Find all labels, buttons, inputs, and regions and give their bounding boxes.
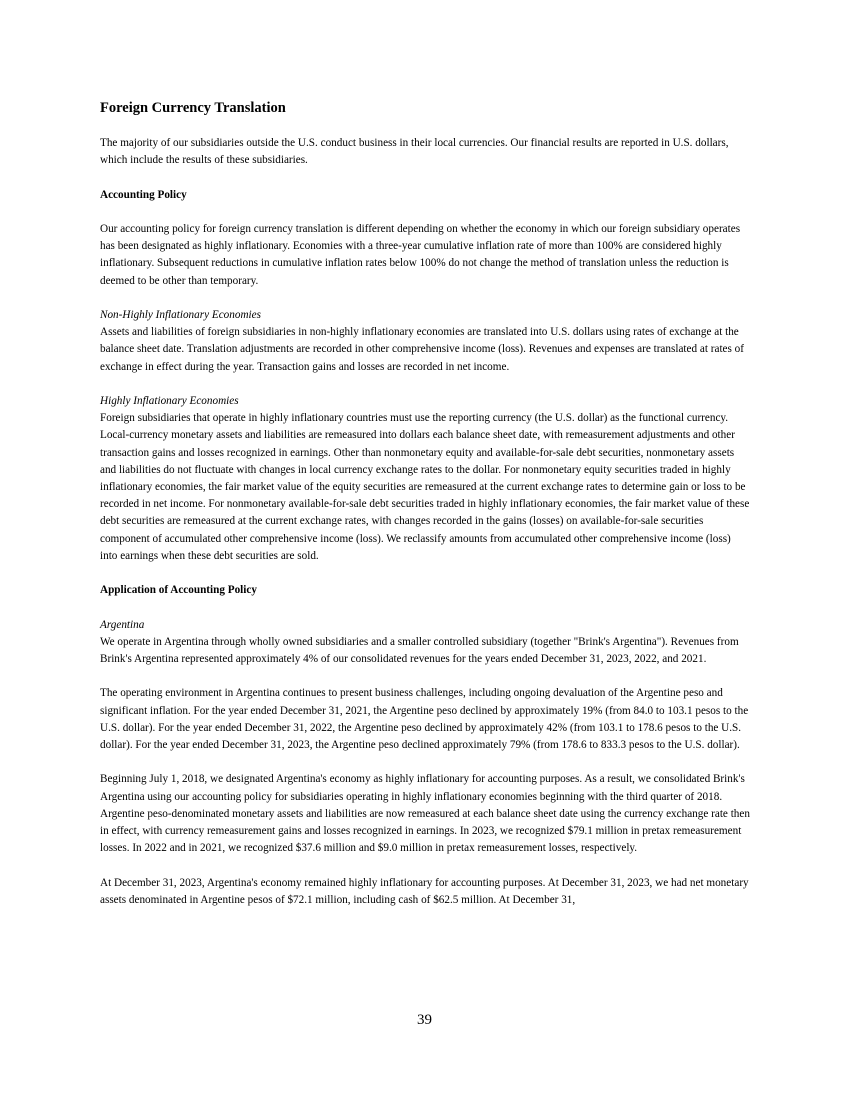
argentina-subheading: Argentina: [100, 618, 145, 631]
highly-inflationary-text: Foreign subsidiaries that operate in highly inflationary countries must use the reporting currency (the U.S. dollar) as the functional currency. Local-currency monetary assets and liabilities are remeasured into dollars each balance sheet date, with remeasurement adjustments and other transaction gains and losses recognized in earnings. Other than nonmonetary equity and available-for-sale debt securities, nonmonetary assets and liabilities do not fluctuate with changes in local currency exchange rates to the dollar. For nonmonetary equity securities traded in highly inflationary economies, the fair market value of the equity securities are remeasured at the current exchange rates to determine gain or loss to be recorded in net income. For nonmonetary available-for-sale debt securities traded in highly inflationary economies, the fair market value of these debt securities are remeasured at the current exchange rates, with changes recorded in the gains (losses) on available-for-sale securities component of accumulated other comprehensive income (loss). We reclassify amounts from accumulated other comprehensive income (loss) into earnings when these debt securities are sold.: [100, 412, 750, 562]
argentina-block: [100, 617, 750, 669]
highly-inflationary-block: [100, 393, 750, 565]
section-title: Foreign Currency Translation: [100, 100, 286, 116]
accounting-policy-heading: Accounting Policy: [100, 188, 187, 201]
intro-paragraph: The majority of our subsidiaries outside the U.S. conduct business in their local currencies. Our financial results are reported in U.S. dollars, which include the results of these subsidiaries.: [100, 137, 729, 167]
application-heading: Application of Accounting Policy: [100, 584, 257, 597]
non-highly-inflationary-subheading: Non-Highly Inflationary Economies: [100, 308, 261, 321]
page-number: 39: [417, 1012, 432, 1028]
non-highly-inflationary-block: [100, 307, 750, 376]
page-content: [100, 98, 750, 926]
non-highly-inflationary-text: Assets and liabilities of foreign subsidiaries in non-highly inflationary economies are translated into U.S. dollars using rates of exchange at the balance sheet date. Translation adjustments are recorded in other comprehensive income (loss). Revenues and expenses are translated at rates of exchange in effect during the year. Transaction gains and losses are recorded in net income.: [100, 326, 744, 373]
argentina-paragraph-1: We operate in Argentina through wholly owned subsidiaries and a smaller controlled subsidiary (together "Brink's Argentina"). Revenues from Brink's Argentina represented approximately 4% of our consolidated revenues for the years ended December 31, 2023, 2022, and 2021.: [100, 635, 739, 665]
highly-inflationary-subheading: Highly Inflationary Economies: [100, 394, 239, 407]
argentina-paragraph-2: The operating environment in Argentina continues to present business challenges, including ongoing devaluation of the Argentine peso and significant inflation. For the year ended December 31, 2021, the Argentine peso declined by approximately 19% (from 84.0 to 103.1 pesos to the U.S. dollar). For the year ended December 31, 2022, the Argentine peso declined by approximately 42% (from 103.1 to 178.6 pesos to the U.S. dollar). For the year ended December 31, 2023, the Argentine peso declined approximately 79% (from 178.6 to 833.3 pesos to the U.S. dollar).: [100, 687, 749, 751]
accounting-policy-paragraph: Our accounting policy for foreign currency translation is different depending on whether the economy in which our foreign subsidiary operates has been designated as highly inflationary. Economies with a three-year cumulative inflation rate of more than 100% are considered highly inflationary. Subsequent reductions in cumulative inflation rates below 100% do not change the method of translation unless the reduction is deemed to be other than temporary.: [100, 222, 741, 287]
argentina-paragraph-3: Beginning July 1, 2018, we designated Argentina's economy as highly inflationary for accounting purposes. As a result, we consolidated Brink's Argentina using our accounting policy for subsidiaries operating in highly inflationary economies beginning with the third quarter of 2018. Argentine peso-denominated monetary assets and liabilities are now remeasured at each balance sheet date using the currency exchange rate then in effect, with currency remeasurement gains and losses recognized in earnings. In 2023, we recognized $79.1 million in pretax remeasurement losses. In 2022 and in 2021, we recognized $37.6 million and $9.0 million in pretax remeasurement losses, respectively.: [100, 773, 750, 855]
argentina-paragraph-4: At December 31, 2023, Argentina's economy remained highly inflationary for accounting purposes. At December 31, 2023, we had net monetary assets denominated in Argentine pesos of $72.1 million, including cash of $62.5 million. At December 31,: [100, 876, 749, 906]
